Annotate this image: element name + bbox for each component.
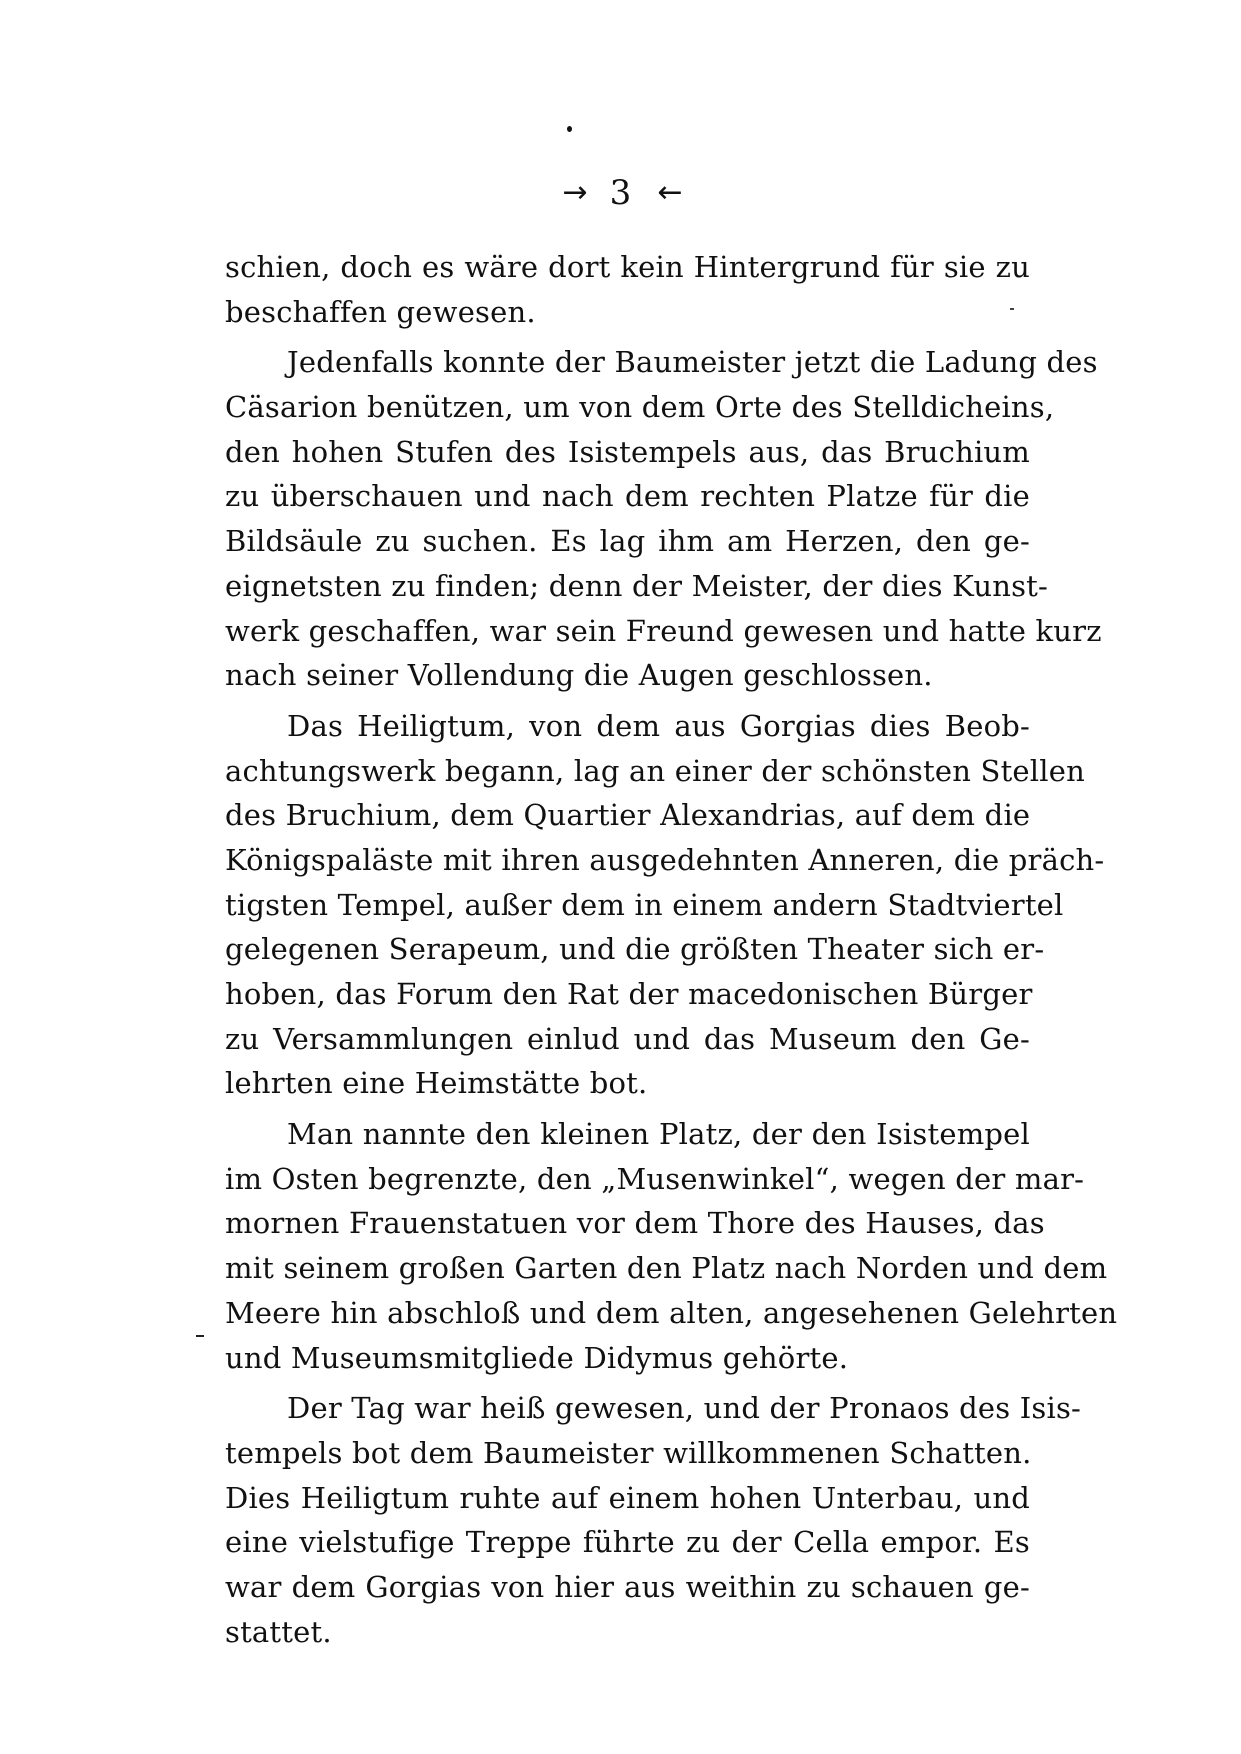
text-line: mit seinem großen Garten den Platz nach Norden und dem xyxy=(225,1251,1108,1286)
text-line: gelegenen Serapeum, und die größten Theater sich er- xyxy=(225,932,1045,967)
text-line: stattet. xyxy=(225,1614,332,1649)
text-line: Man nannte den kleinen Platz, der den Isistempel xyxy=(287,1117,1030,1152)
page-header xyxy=(0,168,1241,218)
text-line: beschaffen gewesen. xyxy=(225,294,536,329)
text-line: Der Tag war heiß gewesen, und der Pronaos des Isis- xyxy=(287,1391,1082,1426)
text-line: des Bruchium, dem Quartier Alexandrias, auf dem die xyxy=(225,798,1031,833)
text-line: tigsten Tempel, außer dem in einem andern Stadtviertel xyxy=(225,887,1064,922)
left-ornament-icon: → xyxy=(562,175,584,210)
text-line: werk geschaffen, war sein Freund gewesen und hatte kurz xyxy=(225,613,1102,648)
text-line: mornen Frauenstatuen vor dem Thore des Hauses, das xyxy=(225,1206,1045,1241)
text-line: Königspaläste mit ihren ausgedehnten Anneren, die präch- xyxy=(225,842,1105,877)
text-line: war dem Gorgias von hier aus weithin zu schauen ge- xyxy=(225,1569,1030,1604)
ink-speck xyxy=(196,1335,204,1337)
text-line: den hohen Stufen des Isistempels aus, das Bruchium xyxy=(225,434,1030,469)
text-line: Meere hin abschloß und dem alten, angesehenen Gelehrten xyxy=(225,1295,1118,1330)
text-line: Bildsäule zu suchen. Es lag ihm am Herzen, den ge- xyxy=(225,524,1030,559)
text-line: tempels bot dem Baumeister willkommenen Schatten. xyxy=(225,1435,1032,1470)
text-line: Cäsarion benützen, um von dem Orte des Stelldicheins, xyxy=(225,390,1055,425)
text-line: hoben, das Forum den Rat der macedonischen Bürger xyxy=(225,977,1033,1011)
text-line: eine vielstufige Treppe führte zu der Cella empor. Es xyxy=(225,1525,1030,1560)
text-line: Das Heiligtum, von dem aus Gorgias dies Beob- xyxy=(287,708,1030,743)
page-number: 3 xyxy=(609,173,632,213)
text-line: und Museumsmitgliede Didymus gehörte. xyxy=(225,1340,849,1375)
text-line: Jedenfalls konnte der Baumeister jetzt die Ladung des xyxy=(287,345,1098,380)
text-line: zu Versammlungen einlud und das Museum den Ge- xyxy=(225,1021,1030,1056)
text-line: Dies Heiligtum ruhte auf einem hohen Unterbau, und xyxy=(225,1480,1030,1515)
right-ornament-icon: ← xyxy=(657,175,679,210)
text-line: nach seiner Vollendung die Augen geschlossen. xyxy=(225,658,933,693)
text-line: zu überschauen und nach dem rechten Platze für die xyxy=(225,479,1030,514)
text-line: lehrten eine Heimstätte bot. xyxy=(225,1066,648,1101)
text-line: achtungswerk begann, lag an einer der schönsten Stellen xyxy=(225,753,1085,788)
text-line: schien, doch es wäre dort kein Hintergrund für sie zu xyxy=(225,250,1030,284)
ink-speck xyxy=(567,126,572,132)
text-line: im Osten begrenzte, den „Musenwinkel“, wegen der mar- xyxy=(225,1161,1085,1196)
text-line: eignetsten zu finden; denn der Meister, der dies Kunst- xyxy=(225,568,1049,603)
body-text xyxy=(225,245,1118,1654)
